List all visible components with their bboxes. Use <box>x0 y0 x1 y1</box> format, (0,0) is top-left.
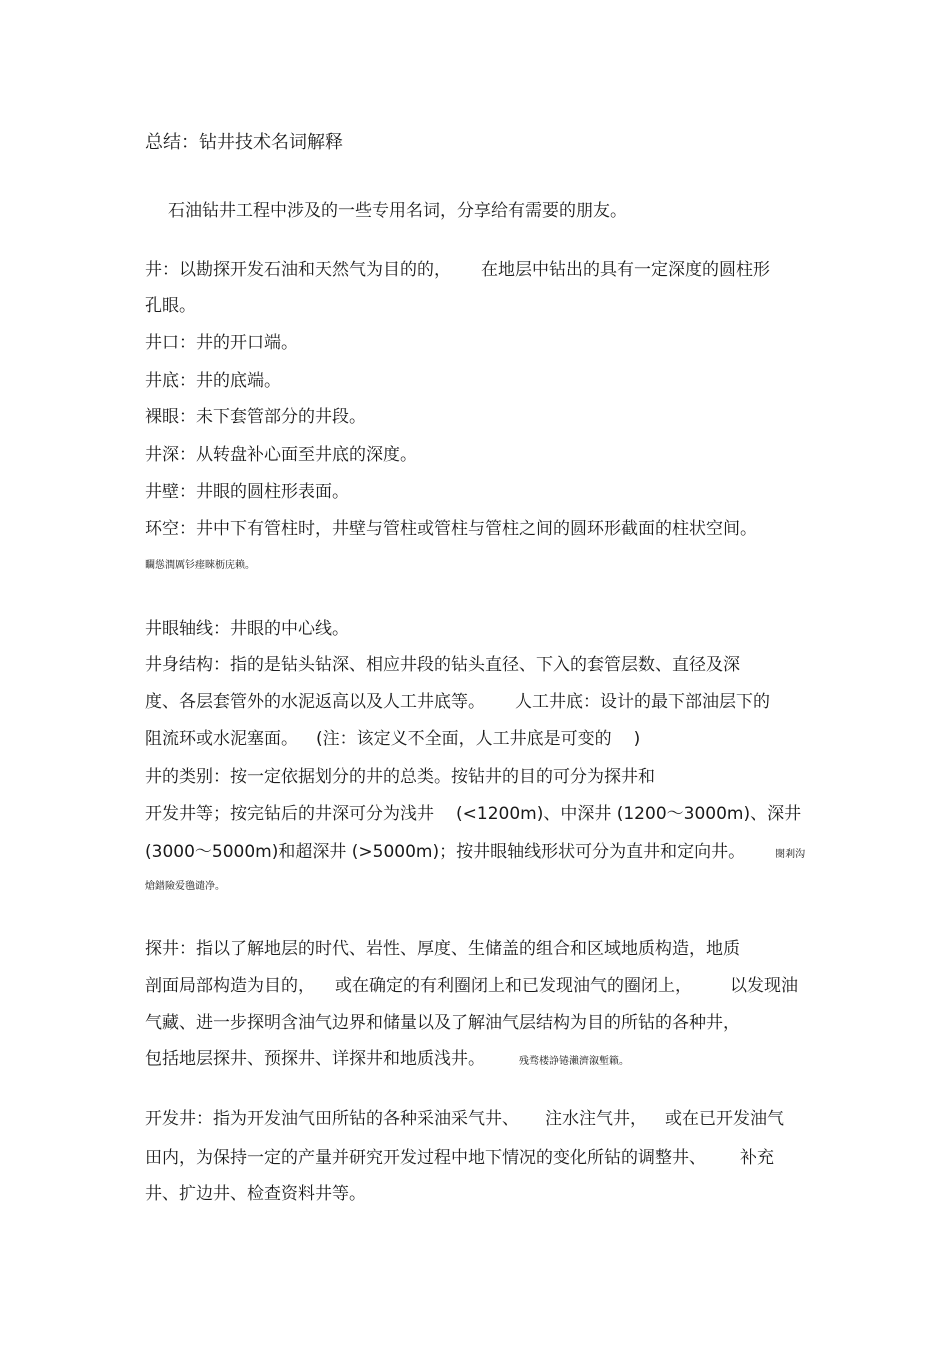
line-development-well-3: 井、扩边井、检查资料井等。 <box>145 1184 366 1204</box>
line-well-bottom: 井底：井的底端。 <box>145 371 281 391</box>
line-exploration-well-3: 气藏、进一步探明含油气边界和储量以及了解油气层结构为目的所钻的各种井， <box>145 1013 740 1033</box>
line-well-structure: 井身结构：指的是钻头钻深、相应井段的钻头直径、下入的套管层数、直径及深 <box>145 655 740 675</box>
line-well-category: 井的类别：按一定依据划分的井的总类。按钻井的目的可分为探井和 <box>145 767 655 787</box>
intro-paragraph: 石油钻井工程中涉及的一些专用名词，分享给有需要的朋友。 <box>168 201 627 221</box>
line-open-hole: 裸眼：未下套管部分的井段。 <box>145 407 366 427</box>
line-wellhead: 井口：井的开口端。 <box>145 333 298 353</box>
line-exploration-well: 探井：指以了解地层的时代、岩性、厚度、生储盖的组合和区域地质构造，地质 <box>145 939 740 959</box>
line-well-category-axis: (3000～5000m)和超深井 (>5000m)；按井眼轴线形状可分为直井和定向井。 閿剎沟 <box>145 842 806 862</box>
line-development-well-2: 田内，为保持一定的产量并研究开发过程中地下情况的变化所钻的调整井、 补充 <box>145 1148 774 1168</box>
garbled-note-1: 矙慫潤厲钐瘗睞枥庑赖。 <box>145 560 255 571</box>
line-well-def-cont: 孔眼。 <box>145 296 196 316</box>
line-well-structure-cont: 度、各层套管外的水泥返高以及人工井底等。 人工井底：设计的最下部油层下的 <box>145 692 770 712</box>
line-exploration-well-2: 剖面局部构造为目的， 或在确定的有利圈闭上和已发现油气的圈闭上， 以发现油 <box>145 976 798 996</box>
line-well-depth: 井深：从转盘补心面至井底的深度。 <box>145 445 417 465</box>
line-artificial-bottom: 阻流环或水泥塞面。 (注：该定义不全面，人工井底是可变的 ) <box>145 729 641 749</box>
garbled-note-2: 熗鐠險爱氇谴净。 <box>145 881 225 892</box>
line-annulus: 环空：井中下有管柱时，井壁与管柱或管柱与管柱之间的圆环形截面的柱状空间。 <box>145 519 757 539</box>
line-hole-axis: 井眼轴线：井眼的中心线。 <box>145 619 349 639</box>
line-development-well: 开发井：指为开发油气田所钻的各种采油采气井、 注水注气井， 或在已开发油气 <box>145 1109 784 1129</box>
line-well-wall: 井壁：井眼的圆柱形表面。 <box>145 482 349 502</box>
document-title: 总结：钻井技术名词解释 <box>145 132 343 153</box>
line-exploration-well-4: 包括地层探井、预探井、详探井和地质浅井。 残骛楼諍锩瀨濟溆塹籟。 <box>145 1049 629 1069</box>
line-well-category-depth: 开发井等；按完钻后的井深可分为浅井 (<1200m)、中深井 (1200～3000m)、深井 <box>145 804 802 824</box>
line-well-def: 井：以勘探开发石油和天然气为目的的， 在地层中钻出的具有一定深度的圆柱形 <box>145 260 770 280</box>
